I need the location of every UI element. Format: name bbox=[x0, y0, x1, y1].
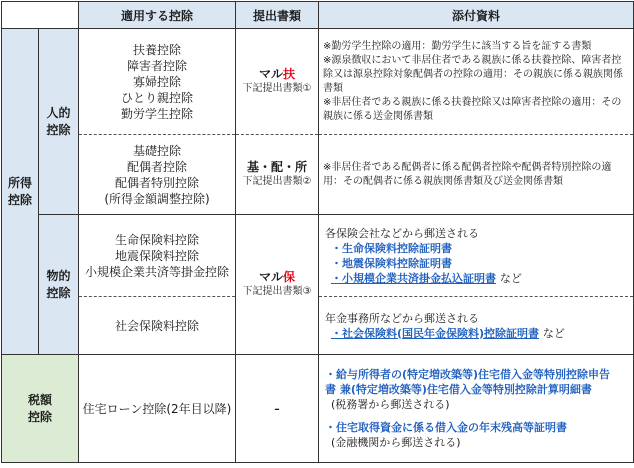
row-personal-2 bbox=[2, 135, 634, 215]
deduction-item: 配偶者特別控除 bbox=[114, 175, 199, 190]
material-2-deductions bbox=[79, 297, 236, 355]
tax-credit-label: 税額 控除 bbox=[2, 355, 79, 463]
material-form: マル保 下記提出書類③ bbox=[236, 215, 319, 355]
deduction-item: 基礎控除 bbox=[132, 143, 181, 158]
certificate-item: ・小規模企業共済掛金払込証明書 など bbox=[331, 271, 522, 285]
deduction-item: (所得金額調整控除) bbox=[104, 191, 210, 206]
tax-credit-form: - bbox=[236, 355, 319, 463]
personal-2-form: 基・配・所 下記提出書類② bbox=[236, 135, 319, 215]
attachment-source-note: (金融機関から郵送される) bbox=[331, 436, 461, 449]
header-form: 提出書類 bbox=[236, 2, 319, 29]
deduction-table bbox=[1, 1, 634, 463]
header-row bbox=[2, 2, 634, 29]
certificate-item: 書 兼(特定増改築等)住宅借入金等特別控除計算明細書 bbox=[325, 383, 592, 396]
income-deduction-label: 所得 控除 bbox=[2, 29, 39, 355]
deduction-item: 扶養控除 bbox=[132, 42, 181, 57]
attachment-source-note: (税務署から郵送される) bbox=[331, 398, 450, 411]
deduction-item: 勤労学生控除 bbox=[120, 106, 193, 121]
attachment-intro: 各保険会社などから郵送される bbox=[325, 226, 479, 240]
material-1-attachments bbox=[319, 215, 634, 297]
certificate-item: ・住宅取得資金に係る借入金の年末残高等証明書 bbox=[325, 421, 567, 434]
material-deduction-label: 物的 控除 bbox=[39, 215, 79, 355]
attachment-note: ※非居住者である親族に係る扶養控除又は障害者控除の適用：その親族に係る送金関係書類 bbox=[323, 96, 622, 122]
deduction-item: 障害者控除 bbox=[126, 58, 187, 73]
personal-deduction-label: 人的 控除 bbox=[39, 29, 79, 215]
certificate-item: ・給与所得者の(特定増改築等)住宅借入金等特別控除申告 bbox=[325, 368, 611, 381]
row-personal-1 bbox=[2, 29, 634, 135]
personal-1-attachments bbox=[319, 29, 634, 135]
attachment-note: ※源泉徴収において非居住者である親族に係る扶養控除、障害者控除又は源泉控除対象配偶者の控除の適用：その親族に係る親族関係書類 bbox=[323, 54, 623, 94]
attachment-note: ※非居住者である配偶者に係る配偶者控除や配偶者特別控除の適用：その配偶者に係る親族関係書類及び送金関係書類 bbox=[323, 161, 612, 187]
form-highlight: 保 bbox=[283, 270, 296, 284]
certificate-item: ・社会保険料(国民年金保険料)控除証明書 など bbox=[331, 326, 565, 340]
form-highlight: 扶 bbox=[283, 67, 296, 81]
deduction-table-container bbox=[1, 1, 633, 464]
row-tax-credit bbox=[2, 355, 634, 463]
certificate-item: ・生命保険料控除証明書 bbox=[331, 241, 452, 255]
header-attachment: 添付資料 bbox=[319, 2, 634, 29]
deduction-item: 寡婦控除 bbox=[132, 74, 181, 89]
material-2-attachments bbox=[319, 297, 634, 355]
material-1-deductions bbox=[79, 215, 236, 297]
personal-2-deductions bbox=[79, 135, 236, 215]
attachment-note: ※勤労学生控除の適用：勤労学生に該当する旨を証する書類 bbox=[323, 40, 592, 52]
deduction-item: 社会保険料控除 bbox=[114, 318, 199, 333]
certificate-item: ・地震保険料控除証明書 bbox=[331, 256, 452, 270]
row-material-1 bbox=[2, 215, 634, 297]
deduction-item: ひとり親控除 bbox=[120, 90, 193, 105]
deduction-item: 小規模企業共済等掛金控除 bbox=[84, 264, 229, 279]
deduction-item: 配偶者控除 bbox=[126, 159, 187, 174]
personal-2-attachments bbox=[319, 135, 634, 215]
personal-1-deductions bbox=[79, 29, 236, 135]
header-deduction: 適用する控除 bbox=[79, 2, 236, 29]
deduction-item: 生命保険料控除 bbox=[114, 232, 199, 247]
header-blank-cell bbox=[2, 2, 79, 29]
deduction-item: 地震保険料控除 bbox=[114, 248, 199, 263]
tax-credit-attachments bbox=[319, 355, 634, 463]
personal-1-form: マル扶 下記提出書類① bbox=[236, 29, 319, 135]
tax-credit-deduction: 住宅ローン控除(2年目以降) bbox=[79, 355, 236, 463]
attachment-intro: 年金事務所などから郵送される bbox=[325, 311, 479, 325]
